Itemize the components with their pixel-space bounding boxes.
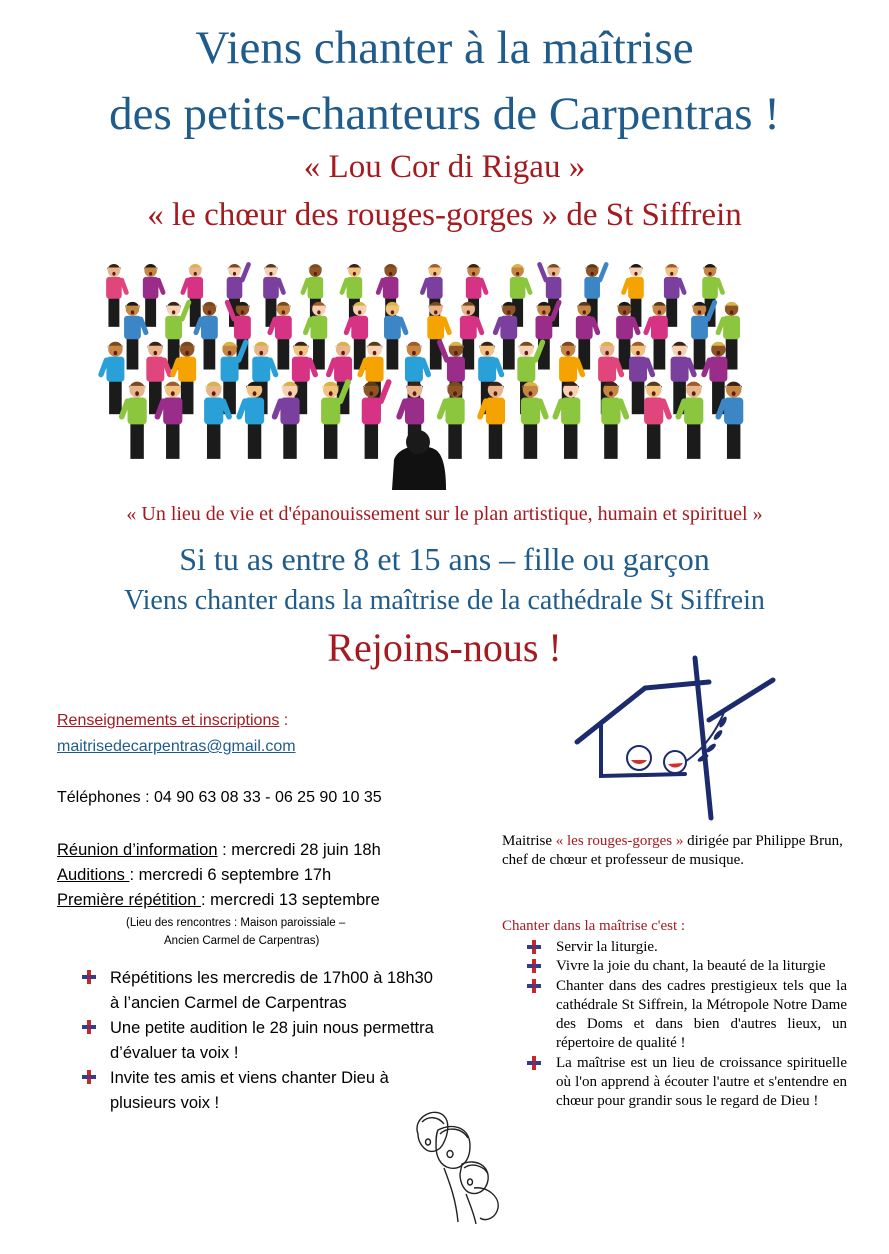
- choir-singer: [122, 382, 147, 459]
- first-rehearsal-line: [57, 889, 380, 911]
- meeting-line: [57, 839, 381, 861]
- choir-singer: [440, 382, 465, 459]
- bird-cross-logo: [573, 650, 778, 822]
- list-item-text: Invite tes amis et viens chanter Dieu à plusieurs voix !: [110, 1069, 389, 1112]
- title-line-2: des petits-chanteurs de Carpentras !: [109, 88, 780, 140]
- choir-singer: [124, 302, 146, 370]
- subtitle-line-2: « le chœur des rouges-gorges » de St Siffrein: [147, 197, 742, 233]
- list-item: [82, 1016, 437, 1066]
- choir-singer: [521, 382, 546, 459]
- right-bullet-list: [527, 938, 847, 1112]
- contact-heading-colon: :: [279, 712, 289, 729]
- venue-line-2: Ancien Carmel de Carpentras): [164, 935, 320, 947]
- arrow-bullet-icon: [527, 979, 541, 993]
- arrow-bullet-icon: [527, 940, 541, 954]
- singing-children-sketch: [404, 1104, 508, 1226]
- arrow-bullet-icon: [82, 1020, 96, 1034]
- contact-heading-text: Renseignements et inscriptions: [57, 712, 280, 729]
- conductor: [392, 430, 446, 490]
- arrow-bullet-icon: [527, 959, 541, 973]
- choir-singer: [536, 302, 560, 370]
- contact-heading: [57, 711, 288, 731]
- arrow-bullet-icon: [82, 1070, 96, 1084]
- choir-singer: [384, 302, 406, 370]
- list-item: [82, 966, 437, 1016]
- choir-singer: [601, 382, 626, 459]
- list-item-text: Répétitions les mercredis de 17h00 à 18h30 à l’ancien Carmel de Carpentras: [110, 969, 433, 1012]
- left-bullet-list: [82, 966, 437, 1116]
- arrow-bullet-icon: [82, 970, 96, 984]
- meeting-label: Réunion d’information: [57, 841, 218, 859]
- first-rehearsal-value: : mercredi 13 septembre: [200, 891, 380, 909]
- list-item-text: La maîtrise est un lieu de croissance spirituelle où l'on apprend à écouter l'autre et s'entendre en chœur pour grandir sous le regard de Dieu !: [556, 1054, 847, 1110]
- choir-singer: [321, 382, 348, 459]
- list-item-text: Vivre la joie du chant, la beauté de la liturgie: [556, 958, 826, 975]
- choir-illustration: [92, 246, 786, 490]
- list-item: [527, 1054, 847, 1112]
- tagline: « Un lieu de vie et d'épanouissement sur le plan artistique, humain et spirituel »: [126, 503, 763, 525]
- list-item: [527, 938, 847, 957]
- choir-singer: [362, 382, 389, 459]
- first-rehearsal-label: Première répétition: [57, 891, 201, 909]
- list-item: [527, 977, 847, 1054]
- venue-line-1: (Lieu des rencontres : Maison paroissiale –: [126, 917, 346, 929]
- choir-singer: [143, 264, 163, 327]
- direction-suffix: dirigée par Philippe Brun, chef de chœur et professeur de musique.: [502, 833, 843, 868]
- arrow-bullet-icon: [527, 1056, 541, 1070]
- age-line: Si tu as entre 8 et 15 ans – fille ou garçon: [179, 541, 710, 577]
- choir-singer: [106, 264, 126, 327]
- direction-text: [502, 832, 852, 870]
- list-item-text: Servir la liturgie.: [556, 939, 658, 955]
- direction-name: « les rouges-gorges »: [555, 833, 684, 849]
- list-item-text: Chanter dans des cadres prestigieux tels que la cathédrale St Siffrein, la Métropole Notre Dame des Doms et dans bien d'autres lieux, un répertoire de qualité !: [556, 977, 847, 1052]
- subtitle-line-1: « Lou Cor di Rigau »: [303, 149, 586, 185]
- list-item: [82, 1066, 437, 1116]
- auditions-value: : mercredi 6 septembre 17h: [129, 866, 332, 884]
- title-line-1: Viens chanter à la maîtrise: [195, 22, 694, 74]
- email-link[interactable]: maitrisedecarpentras@gmail.com: [57, 738, 296, 755]
- choir-singer: [101, 342, 124, 414]
- cathedral-line: Viens chanter dans la maîtrise de la cathédrale St Siffrein: [124, 585, 765, 616]
- meeting-value: : mercredi 28 juin 18h: [217, 841, 381, 859]
- choir-singer: [275, 382, 300, 459]
- chanter-heading: Chanter dans la maîtrise c'est :: [502, 918, 686, 934]
- auditions-label: Auditions: [57, 866, 130, 884]
- choir-singer: [239, 382, 264, 459]
- auditions-line: [57, 864, 331, 886]
- list-item-text: Une petite audition le 28 juin nous permettra d’évaluer ta voix !: [110, 1019, 434, 1062]
- phone-numbers: Téléphones : 04 90 63 08 33 - 06 25 90 10 35: [57, 789, 382, 806]
- choir-singer: [555, 382, 580, 459]
- direction-prefix: Maitrise: [502, 833, 556, 849]
- list-item: [527, 957, 847, 976]
- choir-singer: [644, 382, 669, 459]
- call-to-action: Rejoins-nous !: [327, 625, 562, 670]
